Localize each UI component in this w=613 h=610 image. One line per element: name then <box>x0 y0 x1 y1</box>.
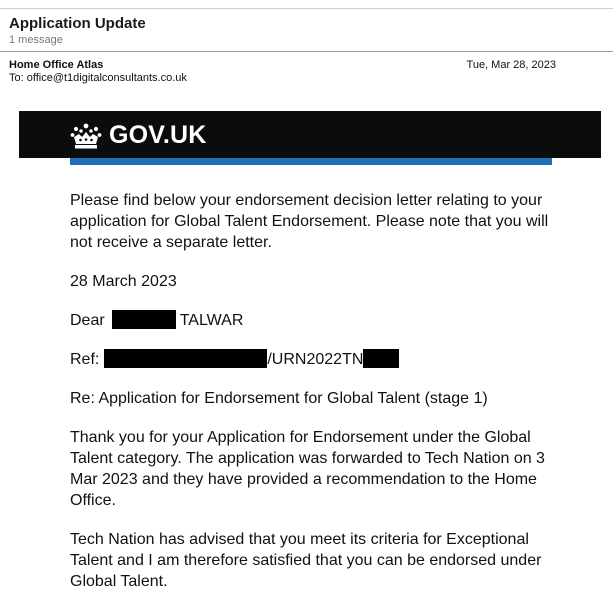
recipient-line: To: office@t1digitalconsultants.co.uk <box>9 72 187 84</box>
ref-suffix: /URN2022TN <box>267 351 364 368</box>
redacted-reference <box>104 349 267 368</box>
crown-icon <box>70 123 102 149</box>
top-divider <box>0 8 613 9</box>
letter-intro: Please find below your endorsement decision letter relating to your application for Global Talent Endorsement. Please note that you will not receive a separate letter. <box>70 192 549 251</box>
salutation-surname: TALWAR <box>179 312 244 329</box>
email-date: Tue, Mar 28, 2023 <box>466 59 556 71</box>
letter-re-line: Re: Application for Endorsement for Global Talent (stage 1) <box>70 390 488 407</box>
salutation-prefix: Dear <box>70 312 105 329</box>
gov-uk-wordmark: GOV.UK <box>109 121 207 149</box>
letter-salutation <box>70 310 560 331</box>
letter-reference <box>70 349 560 370</box>
sender-name[interactable]: Home Office Atlas <box>9 59 104 71</box>
email-subject: Application Update <box>9 15 146 32</box>
letter-body <box>70 190 560 610</box>
letter-paragraph-1: Thank you for your Application for Endorsement under the Global Talent category. The application was forwarded to Tech Nation on 3 Mar 2023 and they have provided a recommendation to the Home Office. <box>70 429 545 509</box>
redacted-reference-number <box>363 349 399 368</box>
header-divider <box>0 51 613 52</box>
ref-prefix: Ref: <box>70 351 100 368</box>
redacted-first-name <box>112 310 176 329</box>
letter-paragraph-2: Tech Nation has advised that you meet its criteria for Exceptional Talent and I am therefore satisfied that you can be endorsed under Global Talent. <box>70 531 542 590</box>
message-count: 1 message <box>9 34 63 46</box>
gov-uk-banner <box>19 111 601 158</box>
letter-date: 28 March 2023 <box>70 273 177 290</box>
blue-accent-bar <box>70 158 552 165</box>
gov-uk-logo-link[interactable] <box>70 121 207 150</box>
